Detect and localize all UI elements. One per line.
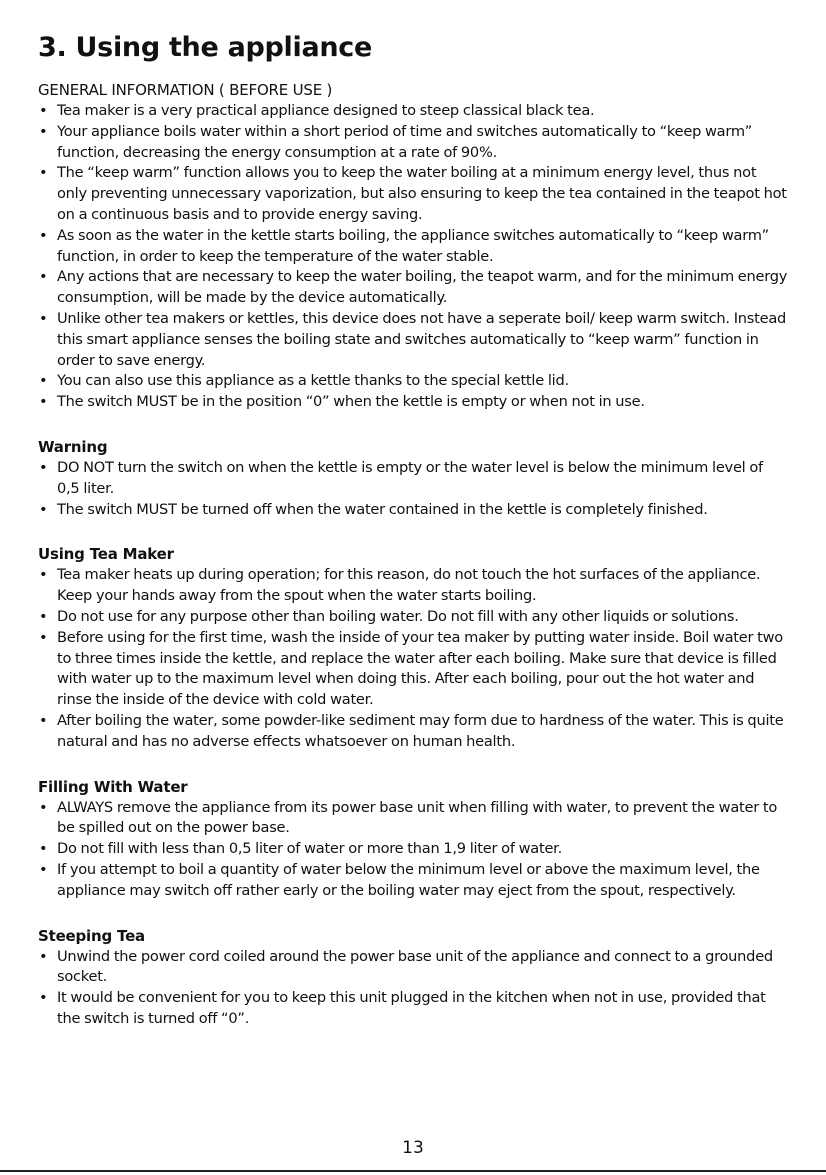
list-item-text: Before using for the first time, wash the inside of your tea maker by putting water inside. Boil water two to three times inside the kettle, and replace the water after each boiling. Make sure that device is filled with water up to the maximum level when doing this. After each boiling, pour out the hot water and rinse the inside of the device with cold water. [57, 628, 783, 709]
bullet-icon: • [39, 122, 48, 140]
section [38, 544, 788, 752]
bullet-list [38, 947, 788, 1030]
list-item-text: The switch MUST be turned off when the water contained in the kettle is completely finished. [57, 500, 708, 518]
bullet-list [38, 458, 788, 520]
list-item [38, 565, 788, 607]
list-item [38, 839, 788, 860]
bullet-icon: • [39, 947, 48, 965]
list-item-text: It would be convenient for you to keep this unit plugged in the kitchen when not in use, provided that the switch is turned off “0”. [57, 989, 766, 1027]
list-item-text: The “keep warm” function allows you to keep the water boiling at a minimum energy level, thus not only preventing unnecessary vaporization, but also ensuring to keep the tea contained in the teapot hot on a continuous basis and to provide energy saving. [57, 164, 787, 223]
bullet-icon: • [39, 628, 48, 646]
bullet-icon: • [39, 798, 48, 816]
bullet-icon: • [39, 268, 48, 286]
list-item-text: You can also use this appliance as a kettle thanks to the special kettle lid. [57, 372, 569, 390]
bullet-icon: • [39, 860, 48, 878]
bullet-icon: • [39, 372, 48, 390]
list-item [38, 860, 788, 902]
document-page [38, 30, 788, 1054]
list-item-text: Your appliance boils water within a short period of time and switches automatically to “keep warm” function, decreasing the energy consumption at a rate of 90%. [57, 122, 753, 161]
page-title: 3. Using the appliance [38, 32, 373, 63]
list-item-text: DO NOT turn the switch on when the kettle is empty or the water level is below the minimum level of 0,5 liter. [57, 458, 763, 497]
bullet-icon: • [39, 393, 48, 411]
list-item [38, 798, 788, 840]
list-item [38, 988, 788, 1030]
bullet-icon: • [39, 607, 48, 625]
section-heading: GENERAL INFORMATION ( BEFORE USE ) [38, 81, 333, 99]
section [38, 926, 788, 1030]
bottom-rule [0, 1170, 826, 1172]
bullet-icon: • [39, 711, 48, 729]
bullet-icon: • [39, 458, 48, 476]
list-item [38, 163, 788, 225]
list-item-text: After boiling the water, some powder-like sediment may form due to hardness of the water. This is quite natural and has no adverse effects whatsoever on human health. [57, 711, 784, 750]
sections-container [38, 80, 788, 1030]
list-item [38, 267, 788, 309]
section-heading: Using Tea Maker [38, 545, 174, 564]
list-item-text: Unwind the power cord coiled around the power base unit of the appliance and connect to a grounded socket. [57, 947, 773, 986]
bullet-icon: • [39, 989, 48, 1007]
list-item [38, 122, 788, 164]
bullet-list [38, 101, 788, 413]
list-item [38, 500, 788, 521]
bullet-list [38, 565, 788, 752]
bullet-list [38, 798, 788, 902]
bullet-icon: • [39, 164, 48, 182]
bullet-icon: • [39, 840, 48, 858]
list-item-text: Tea maker is a very practical appliance designed to steep classical black tea. [57, 102, 595, 119]
list-item-text: As soon as the water in the kettle starts boiling, the appliance switches automatically to “keep warm” function, in order to keep the temperature of the water stable. [57, 226, 769, 265]
bullet-icon: • [39, 500, 48, 518]
section [38, 777, 788, 902]
list-item-text: Do not fill with less than 0,5 liter of water or more than 1,9 liter of water. [57, 840, 562, 858]
list-item [38, 947, 788, 989]
list-item [38, 309, 788, 371]
list-item-text: Tea maker heats up during operation; for this reason, do not touch the hot surfaces of the appliance. Keep your hands away from the spout when the water starts boiling. [57, 566, 761, 605]
list-item-text: The switch MUST be in the position “0” when the kettle is empty or when not in use. [57, 393, 645, 411]
section [38, 437, 788, 520]
list-item [38, 458, 788, 500]
section-heading: Filling With Water [38, 777, 188, 796]
list-item-text: Do not use for any purpose other than boiling water. Do not fill with any other liquids or solutions. [57, 607, 739, 625]
bullet-icon: • [39, 309, 48, 327]
list-item-text: ALWAYS remove the appliance from its power base unit when filling with water, to prevent the water to be spilled out on the power base. [57, 798, 777, 837]
bullet-icon: • [39, 226, 48, 244]
list-item [38, 371, 788, 392]
page-number: 13 [402, 1138, 424, 1158]
list-item-text: If you attempt to boil a quantity of water below the minimum level or above the maximum level, the appliance may switch off rather early or the boiling water may eject from the spout, respectively. [57, 860, 760, 899]
list-item [38, 226, 788, 268]
list-item [38, 101, 788, 122]
list-item [38, 711, 788, 753]
list-item [38, 628, 788, 711]
section-heading: Steeping Tea [38, 926, 145, 945]
list-item-text: Any actions that are necessary to keep the water boiling, the teapot warm, and for the minimum energy consumption, will be made by the device automatically. [57, 268, 788, 307]
list-item [38, 607, 788, 628]
section [38, 80, 788, 413]
section-heading: Warning [38, 437, 108, 456]
bullet-icon: • [39, 566, 48, 584]
list-item [38, 392, 788, 413]
bullet-icon: • [39, 102, 48, 119]
list-item-text: Unlike other tea makers or kettles, this device does not have a seperate boil/ keep warm switch. Instead this smart appliance senses the boiling state and switches automatically to “keep warm” function in order to save energy. [57, 309, 787, 369]
